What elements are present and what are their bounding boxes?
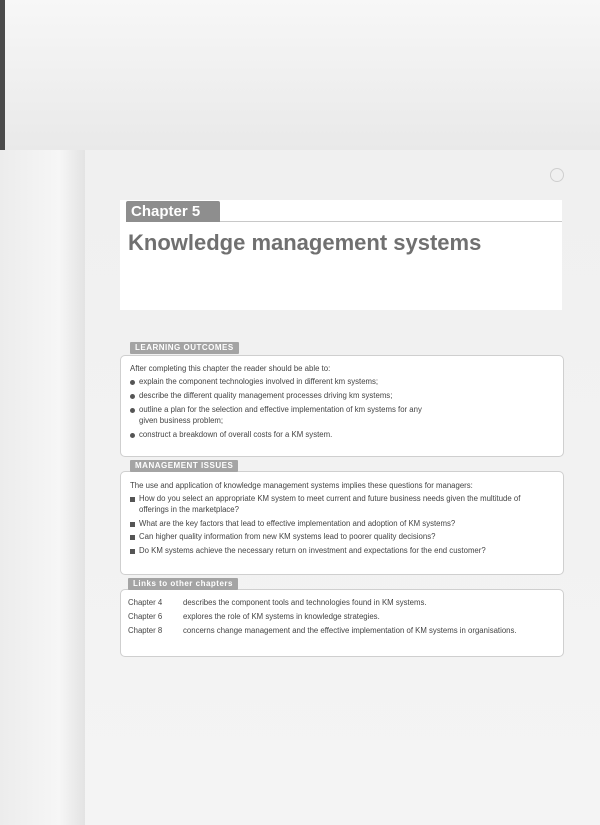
link-chapter: Chapter 4 [128, 598, 163, 607]
list-item [130, 430, 450, 441]
link-row [128, 612, 558, 623]
list-item-text: explain the component technologies involved in different km systems; [139, 377, 379, 386]
bullet-square [130, 549, 135, 554]
list-item-text: How do you select an appropriate KM system to meet current and future business needs given the multitude of offerings in the marketplace? [139, 494, 521, 514]
list-item-text: describe the different quality management processes driving km systems; [139, 391, 393, 400]
page-left-margin [0, 150, 85, 825]
link-row [128, 598, 558, 609]
management-issues-intro: The use and application of knowledge management systems implies these questions for managers: [130, 481, 473, 490]
scan-left-edge [0, 0, 5, 150]
link-description: concerns change management and the effective implementation of KM systems in organisations. [183, 626, 517, 635]
bullet-dot [130, 380, 135, 385]
chapter-rule [220, 221, 562, 222]
bullet-square [130, 522, 135, 527]
bullet-dot [130, 433, 135, 438]
running-head-mark [550, 168, 564, 182]
bullet-dot [130, 394, 135, 399]
management-issues-heading: MANAGEMENT ISSUES [130, 460, 238, 472]
chapter-title: Knowledge management systems [128, 230, 482, 255]
link-chapter: Chapter 8 [128, 626, 163, 635]
bullet-dot [130, 408, 135, 413]
list-item-text: construct a breakdown of overall costs for a KM system. [139, 430, 333, 439]
links-heading: Links to other chapters [128, 578, 238, 590]
list-item-text: outline a plan for the selection and effective implementation of km systems for any given business problem; [139, 405, 422, 425]
list-item [130, 494, 550, 515]
list-item [130, 519, 550, 530]
bullet-square [130, 497, 135, 502]
link-chapter: Chapter 6 [128, 612, 163, 621]
list-item [130, 405, 435, 426]
list-item [130, 532, 550, 543]
list-item [130, 546, 555, 557]
list-item-text: Can higher quality information from new KM systems lead to poorer quality decisions? [139, 532, 436, 541]
bullet-square [130, 535, 135, 540]
chapter-label: Chapter 5 [126, 201, 220, 222]
link-row [128, 626, 558, 648]
link-description: describes the component tools and technologies found in KM systems. [183, 598, 427, 607]
list-item-text: What are the key factors that lead to effective implementation and adoption of KM systems? [139, 519, 456, 528]
scan-top-area [0, 0, 600, 150]
list-item [130, 377, 440, 388]
list-item-text: Do KM systems achieve the necessary return on investment and expectations for the end customer? [139, 546, 486, 555]
link-description: explores the role of KM systems in knowledge strategies. [183, 612, 380, 621]
list-item [130, 391, 440, 402]
learning-outcomes-heading: LEARNING OUTCOMES [130, 342, 239, 354]
learning-outcomes-intro: After completing this chapter the reader should be able to: [130, 364, 331, 373]
